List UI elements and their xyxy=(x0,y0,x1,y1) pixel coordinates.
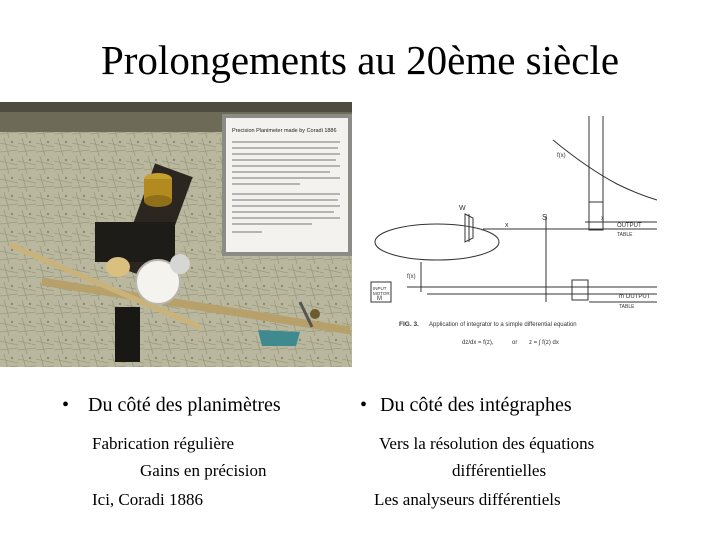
sub-line: Fabrication régulière xyxy=(92,434,235,453)
right-column xyxy=(360,392,594,513)
equation-2: z = ∫ f(z) dx xyxy=(529,340,559,346)
sign-title: Precision Planimeter made by Coradi 1886 xyxy=(232,128,337,134)
sub-line: Gains en précision xyxy=(140,461,267,480)
label-m-output: m OUTPUT xyxy=(619,294,651,300)
left-column xyxy=(62,392,281,513)
bullet-dot: • xyxy=(360,394,368,416)
figure-caption: Application of integrator to a simple differential equation xyxy=(429,322,577,328)
label-x-axis: x xyxy=(601,216,604,222)
label-x: x xyxy=(505,222,509,229)
sub-line: différentielles xyxy=(452,461,547,480)
label-m: M xyxy=(377,296,382,302)
label-table: TABLE xyxy=(617,232,633,238)
sub-line: Les analyseurs différentiels xyxy=(374,490,561,509)
label-fx: f(x) xyxy=(557,153,566,159)
bullet-item xyxy=(62,392,281,418)
bullet-text: Du côté des planimètres xyxy=(88,394,281,416)
slide-title: Prolongements au 20ème siècle xyxy=(100,37,620,83)
integrator-diagram xyxy=(367,102,667,362)
equation-or: or xyxy=(512,340,518,346)
equation-1: dz/dx = f(z), xyxy=(462,340,494,346)
bullet-item xyxy=(360,392,594,418)
label-s: S xyxy=(542,213,548,222)
label-motor: MOTOR xyxy=(373,291,390,296)
bullet-text: Du côté des intégraphes xyxy=(380,394,572,416)
label-fx2: f(x) xyxy=(407,274,416,280)
label-table2: TABLE xyxy=(619,304,635,310)
label-input: INPUT xyxy=(373,286,387,291)
label-w: W xyxy=(459,205,466,212)
info-sign xyxy=(222,114,352,256)
bullet-dot: • xyxy=(62,394,70,416)
sub-line: Vers la résolution des équations xyxy=(379,434,595,453)
figure-number: FIG. 3. xyxy=(399,321,419,328)
sub-line: Ici, Coradi 1886 xyxy=(92,490,203,509)
label-output: OUTPUT xyxy=(617,223,642,229)
planimeter-photo xyxy=(0,102,352,367)
